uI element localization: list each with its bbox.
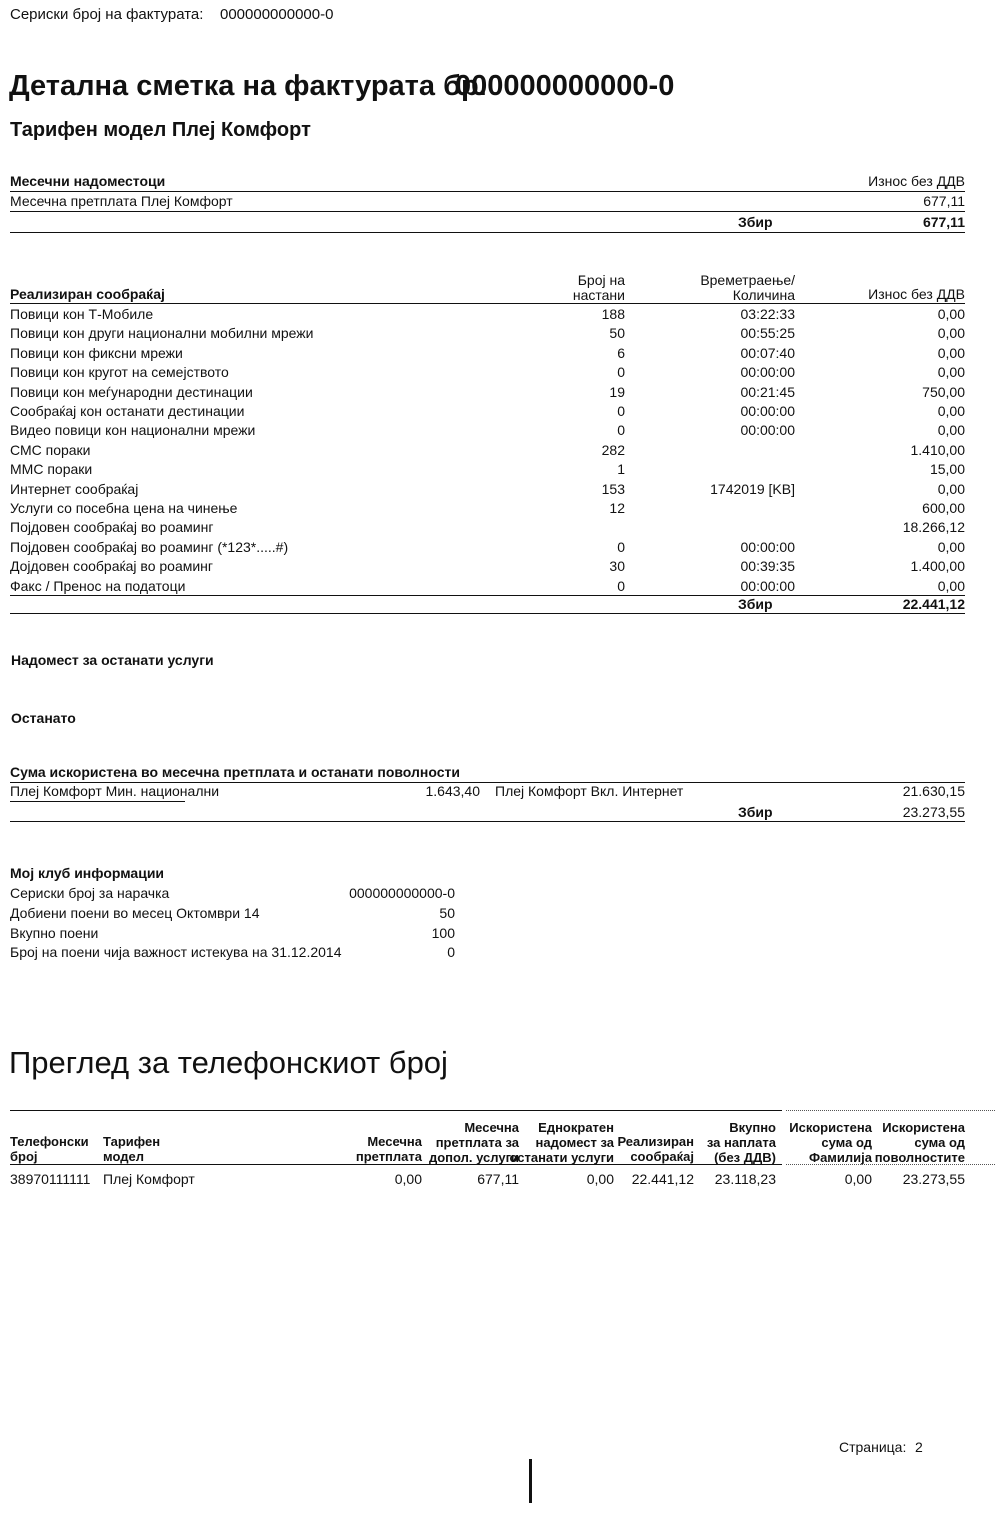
page-label: Страница: [839,1439,907,1455]
traffic-row-count: 0 [617,539,625,555]
divider [10,211,965,212]
divider [10,613,965,614]
club-row-value: 100 [431,925,455,941]
traffic-total: 22.441,12 [902,596,965,612]
monthly-row-amount: 677,11 [923,193,965,209]
invoice-number: 000000000000-0 [455,70,675,102]
traffic-heading: Реализиран сообраќај [10,286,165,302]
col-monthly: Месечна претплата [355,1134,422,1164]
traffic-row-count: 12 [609,500,625,516]
used-total: 23.273,55 [902,804,965,820]
traffic-row-label: Сообраќај кон останати дестинации [10,403,245,419]
traffic-row-duration: 00:21:45 [740,384,795,400]
tariff-subtitle: Тарифен модел Плеј Комфорт [10,119,311,141]
overview-family: 0,00 [844,1171,872,1187]
club-row-label: Број на поени чија важност истекува на 31.12.2014 [10,944,342,960]
page-title: Детална сметка на фактурата бр. [9,70,487,102]
traffic-row-label: Појдовен сообраќај во роаминг [10,519,214,535]
traffic-row-label: Повици кон меѓународни дестинации [10,384,253,400]
traffic-row-duration: 00:55:25 [740,325,795,341]
traffic-row-count: 0 [617,364,625,380]
club-row-label: Сериски број за нарачка [10,885,170,901]
used-right-amount: 21.630,15 [902,783,965,799]
col-addon: Месечна претплата за допол. услуги [428,1120,519,1165]
traffic-row-duration: 00:00:00 [740,422,795,438]
serial-label: Сериски број на фактурата: [10,6,204,23]
traffic-row-count: 30 [609,558,625,574]
divider [10,1110,782,1111]
traffic-row-label: ММС пораки [10,461,93,477]
overview-phone: 38970111111 [10,1171,91,1187]
traffic-row-label: Повици кон фиксни мрежи [10,345,183,361]
traffic-col-duration: Времетраење/ Количина [700,272,795,303]
monthly-heading: Месечни надоместоци [10,173,166,189]
used-sum-heading: Сума искористена во месечна претплата и останати поволности [10,764,460,780]
club-row-value: 50 [439,905,455,921]
traffic-row-label: Дојдовен сообраќај во роаминг [10,558,214,574]
traffic-row-amount: 750,00 [922,384,965,400]
divider [10,801,185,802]
traffic-row-label: Повици кон Т-Мобиле [10,306,154,322]
traffic-row-duration: 00:07:40 [740,345,795,361]
traffic-row-amount: 600,00 [922,500,965,516]
club-row-value: 0 [447,944,455,960]
traffic-col-amount: Износ без ДДВ [868,286,965,302]
traffic-row-amount: 0,00 [937,364,965,380]
traffic-row-amount: 0,00 [937,403,965,419]
overview-benefits: 23.273,55 [902,1171,965,1187]
used-right-label: Плеј Комфорт Вкл. Интернет [495,783,684,799]
used-left-label: Плеј Комфорт Мин. национални [10,783,220,799]
used-total-label: Збир [738,804,773,820]
traffic-row-label: Повици кон кругот на семејството [10,364,229,380]
traffic-row-amount: 15,00 [929,461,965,477]
divider-dotted [786,1164,995,1165]
club-heading: Мој клуб информации [10,865,165,881]
monthly-row-label: Месечна претплата Плеј Комфорт [10,193,233,209]
traffic-row-amount: 0,00 [937,539,965,555]
traffic-row-count: 0 [617,578,625,594]
traffic-row-label: Интернет сообраќај [10,481,139,497]
traffic-row-label: Видео повици кон национални мрежи [10,422,256,438]
used-left-amount: 1.643,40 [425,783,480,799]
col-tariff: Тарифен модел [103,1134,161,1164]
traffic-row-amount: 0,00 [937,325,965,341]
traffic-row-label: Повици кон други национални мобилни мрежи [10,325,314,341]
overview-total: 23.118,23 [714,1171,776,1187]
remaining-heading: Останато [11,710,76,726]
traffic-total-label: Збир [738,596,773,612]
traffic-row-count: 188 [601,306,625,322]
traffic-row-amount: 0,00 [937,345,965,361]
traffic-row-duration: 00:00:00 [740,403,795,419]
overview-onetime: 0,00 [586,1171,614,1187]
col-onetime: Еднократен надомест за останати услуги [509,1120,614,1165]
traffic-row-label: СМС пораки [10,442,91,458]
traffic-row-amount: 18.266,12 [902,519,965,535]
page-number: 2 [915,1439,923,1455]
club-row-label: Добиени поени во месец Октомври 14 [10,905,260,921]
traffic-row-amount: 0,00 [937,578,965,594]
club-row-value: 000000000000-0 [349,885,455,901]
traffic-row-count: 0 [617,403,625,419]
traffic-row-duration: 00:00:00 [740,364,795,380]
traffic-row-duration: 1742019 [KB] [710,481,795,497]
traffic-row-label: Појдовен сообраќај во роаминг (*123*.....#) [10,539,289,555]
traffic-row-amount: 1.400,00 [910,558,965,574]
traffic-row-count: 1 [617,461,625,477]
monthly-total-label: Збир [738,214,773,230]
overview-traffic: 22.441,12 [631,1171,694,1187]
traffic-row-label: Факс / Пренос на податоци [10,578,186,594]
other-services-heading: Надомест за останати услуги [11,652,214,668]
overview-tariff: Плеј Комфорт [103,1171,195,1187]
monthly-amount-header: Износ без ДДВ [868,173,965,189]
traffic-row-amount: 0,00 [937,422,965,438]
traffic-row-count: 50 [609,325,625,341]
col-benefits: Искористена сума од поволностите [874,1120,965,1165]
traffic-row-duration: 00:00:00 [740,539,795,555]
col-total: Вкупно за наплата (без ДДВ) [706,1120,776,1165]
col-traffic: Реализиран сообраќај [617,1134,694,1164]
col-phone: Телефонски број [10,1134,89,1164]
traffic-row-amount: 0,00 [937,481,965,497]
traffic-row-count: 282 [601,442,625,458]
divider [10,191,965,192]
traffic-row-amount: 0,00 [937,306,965,322]
traffic-row-duration: 00:39:35 [740,558,795,574]
divider [10,303,965,304]
divider [10,595,965,596]
traffic-row-amount: 1.410,00 [910,442,965,458]
overview-heading: Преглед за телефонскиот број [9,1045,448,1080]
traffic-row-count: 6 [617,345,625,361]
overview-addon: 677,11 [477,1171,519,1187]
divider-dotted [786,1110,995,1111]
fold-mark [529,1459,532,1503]
traffic-row-count: 0 [617,422,625,438]
divider [10,821,965,822]
monthly-total: 677,11 [922,214,965,230]
overview-monthly: 0,00 [394,1171,422,1187]
divider [10,1164,782,1165]
traffic-row-label: Услуги со посебна цена на чинење [10,500,238,516]
traffic-row-duration: 00:00:00 [740,578,795,594]
traffic-row-count: 19 [609,384,625,400]
traffic-row-duration: 03:22:33 [740,306,795,322]
club-row-label: Вкупно поени [10,925,99,941]
traffic-row-count: 153 [601,481,625,497]
serial-value: 000000000000-0 [220,6,334,23]
divider [10,232,965,233]
traffic-col-count: Број на настани [572,272,625,303]
col-family: Искористена сума од Фамилија [789,1120,872,1165]
